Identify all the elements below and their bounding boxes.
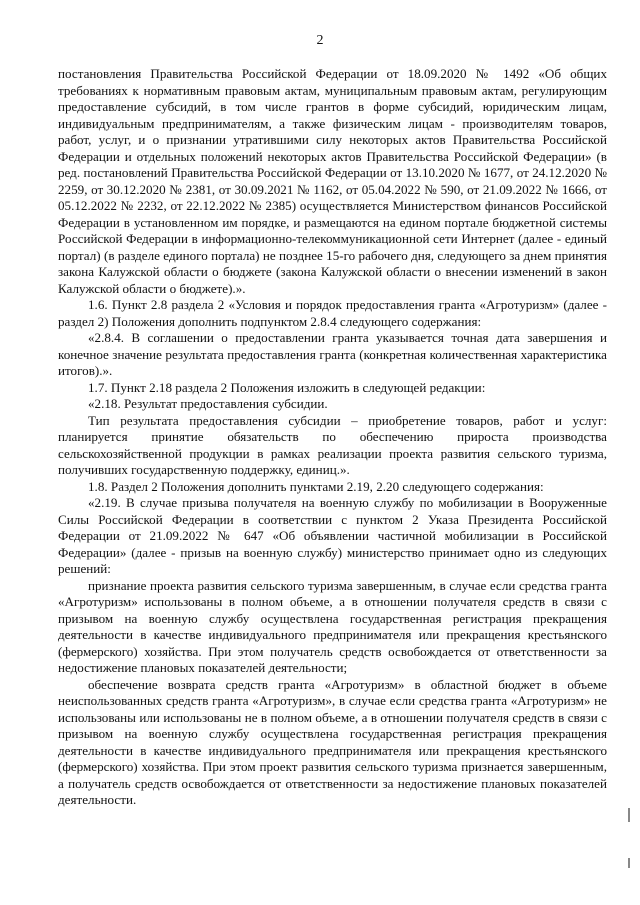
paragraph-item-2-19: «2.19. В случае призыва получателя на военную службу по мобилизации в Вооруженные Силы Российской Федерации в соответствии с пунктом 2 Указа Президента Российской Федерации от 21.09.2022 № 647 «Об объявлении частичной мобилизации в Российской Федерации» (далее - призыв на военную службу) министерство принимает одно из следующих решений: xyxy=(58,495,607,576)
paragraph-decision-completion: признание проекта развития сельского туризма завершенным, в случае если средства гранта «Агротуризм» использованы в полном объеме, а в отношении получателя средств в связи с призывом на военную службу осуществлена государственная регистрация прекращения деятельности в качестве индивидуального предпринимателя или прекращения крестьянского (фермерского) хозяйства. При этом получатель средств освобождается от ответственности за недостижение плановых показателей деятельности; xyxy=(58,577,607,675)
paragraph-item-1-7: 1.7. Пункт 2.18 раздела 2 Положения изложить в следующей редакции: xyxy=(88,379,486,395)
page-number: 2 xyxy=(316,33,324,48)
paragraph-result-type: Тип результата предоставления субсидии – приобретение товаров, работ и услуг: планируется принятие обязательств по обеспечению прироста производства сельскохозяйственной продукции в рамках реализации проекта развития сельского туризма, получивших государственную поддержку, единиц.». xyxy=(58,412,607,477)
paragraph-regulation-reference: постановления Правительства Российской Федерации от 18.09.2020 № 1492 «Об общих требованиях к нормативным правовым актам, муниципальным правовым актам, регулирующим предоставление субсидий, в том числе грантов в форме субсидий, юридическим лицам, индивидуальным предпринимателям, а также физическим лицам - производителям товаров, работ, услуг, и о признании утратившими силу некоторых актов Правительства Российской Федерации и отдельных положений некоторых актов Правительства Российской Федерации» (в ред. постановлений Правительства Российской Федерации от 13.10.2020 № 1677, от 24.12.2020 № 2259, от 30.12.2020 № 2381, от 30.09.2021 № 1162, от 05.04.2022 № 590, от 21.09.2022 № 1666, от 05.12.2022 № 2232, от 22.12.2022 № 2385) осуществляется Министерством финансов Российской Федерации в установленном им порядке, и размещаются на едином портале бюджетной системы Российской Федерации в информационно-телекоммуникационной сети Интернет (далее - единый портал) (в разделе единого портала) не позднее 15-го рабочего дня, следующего за днем принятия закона Калужской области о бюджете (закона Калужской области о внесении изменений в закон Калужской области о бюджете).». xyxy=(58,66,607,296)
scan-edge-mark xyxy=(628,808,630,822)
document-body xyxy=(58,66,607,809)
paragraph-subitem-2-8-4: «2.8.4. В соглашении о предоставлении гранта указывается точная дата завершения и конечное значение результата предоставления гранта (конкретная количественная характеристика итогов).». xyxy=(58,330,607,378)
scan-edge-mark xyxy=(628,858,630,868)
paragraph-item-1-6: 1.6. Пункт 2.8 раздела 2 «Условия и порядок предоставления гранта «Агротуризм» (далее - раздел 2) Положения дополнить подпунктом 2.8.4 следующего содержания: xyxy=(58,297,607,329)
paragraph-decision-refund: обеспечение возврата средств гранта «Агротуризм» в областной бюджет в объеме неиспользованных средств гранта «Агротуризм», в случае если средства гранта «Агротуризм» не использованы или использованы не в полном объеме, а в отношении получателя средств в связи с призывом на военную службу осуществлена государственная регистрация прекращения деятельности в качестве индивидуального предпринимателя или прекращения крестьянского (фермерского) хозяйства. При этом проект развития сельского туризма признается завершенным, а получатель средств освобождается от ответственности за недостижение плановых показателей деятельности. xyxy=(58,676,607,807)
paragraph-item-1-8: 1.8. Раздел 2 Положения дополнить пунктами 2.19, 2.20 следующего содержания: xyxy=(88,478,544,494)
paragraph-item-2-18-title: «2.18. Результат предоставления субсидии. xyxy=(88,396,328,411)
